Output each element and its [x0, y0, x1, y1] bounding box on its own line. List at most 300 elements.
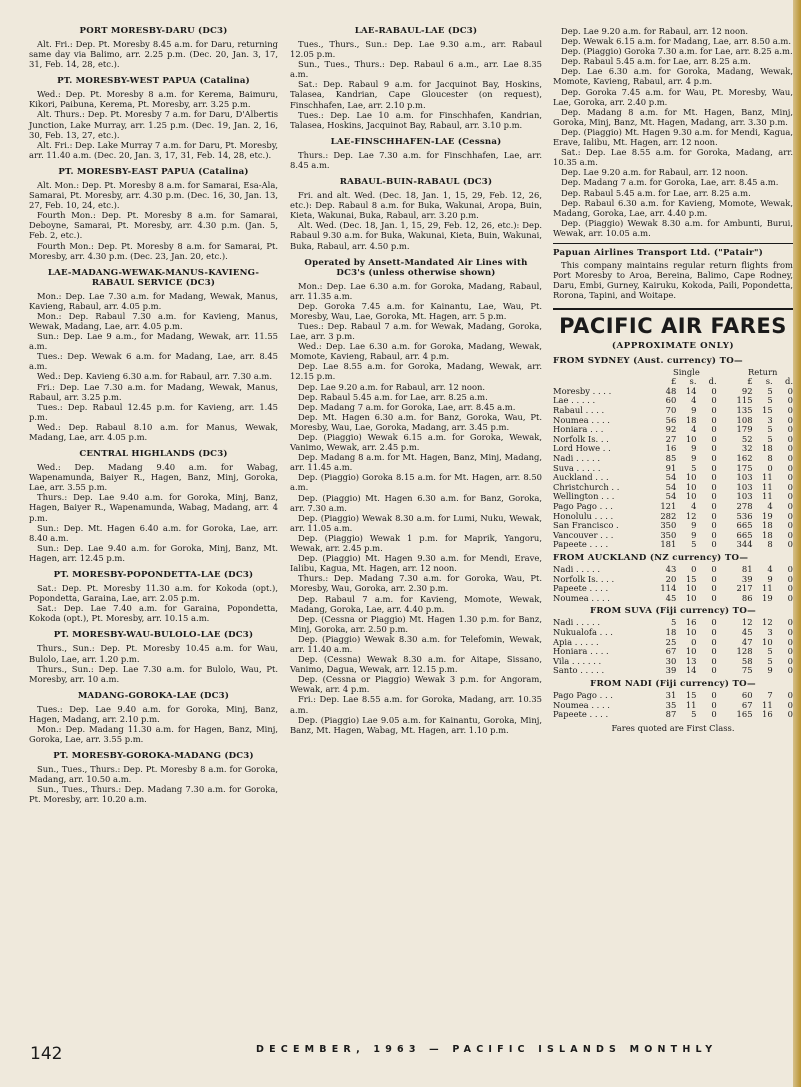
spacer-cell	[717, 454, 733, 464]
timetable-entry: Thurs.: Dep. Lae 9.40 a.m. for Goroka, Minj, Banz, Hagen, Baiyer R., Wapenamunda, Wabag, Madang, arr. 4 p.m.	[29, 492, 278, 523]
currency-unit: d.	[708, 376, 717, 387]
destination: Moresby . . . .	[553, 385, 612, 396]
timetable-entry: Sun., Tues., Thurs.: Dep. Madang 7.30 a.m. for Goroka, Pt. Moresby, arr. 10.20 a.m.	[29, 784, 278, 805]
spacer-cell	[717, 701, 733, 711]
return-fare-part: 16	[762, 709, 773, 720]
timetable-continued	[553, 26, 793, 238]
single-fare-part: 350	[660, 529, 677, 540]
fares-footnote: Fares quoted are First Class.	[611, 722, 735, 733]
single-fare-part: 35	[665, 699, 677, 710]
destination: Wellington . . .	[553, 491, 615, 502]
timetable-entry: Wed.: Dep. Madang 9.40 a.m. for Wabag, Wapenamunda, Baiyer R., Hagen, Banz, Minj, Goroka, Lae, arr. 3.55 p.m.	[29, 462, 278, 493]
single-fare-part: 60	[665, 395, 677, 406]
return-fare-part: 0	[787, 583, 793, 594]
return-fare-part: 108	[736, 414, 753, 425]
return-fare-part: 60	[741, 690, 753, 701]
timetable-entry: Sat.: Dep. Pt. Moresby 11.30 a.m. for Kokoda (opt.), Popondetta, Garaina, Lae, arr. 2.05 p.m.	[29, 583, 278, 604]
timetable-entry: Thurs.: Dep. Madang 7.30 a.m. for Goroka, Wau, Pt. Moresby, Wau, Goroka, arr. 2.30 p.m.	[290, 573, 542, 594]
timetable-entry: Dep. (Piaggio) Lae 9.05 a.m. for Kainantu, Goroka, Minj, Banz, Mt. Hagen, Wabag, Mt. Hagen, arr. 1.10 p.m.	[290, 714, 542, 735]
return-fare-part: 0	[787, 529, 793, 540]
spacer-cell	[717, 628, 733, 638]
single-fare-part: 39	[665, 665, 677, 676]
single-fare-part: 31	[665, 690, 677, 701]
destination: Vancouver . . .	[553, 529, 614, 540]
return-fare-part: 11	[762, 472, 773, 483]
return-header: Return	[747, 366, 778, 377]
single-fare-part: 10	[685, 592, 697, 603]
return-fare-part: 12	[762, 617, 773, 628]
page-number: 142	[30, 1044, 63, 1064]
timetable-entry: Dep. (Piaggio) Mt. Hagen 9.30 a.m. for Mendi, Erave, Ialibu, Kagua, Mt. Hagen, arr. 12 noon.	[290, 553, 542, 574]
destination: Vila . . . . . .	[553, 655, 602, 666]
return-fare-part: 0	[787, 452, 793, 463]
timetable-entry: Dep. Goroka 7.45 a.m. for Wau, Pt. Moresby, Wau, Lae, Goroka, arr. 2.40 p.m.	[553, 86, 793, 107]
timetable-entry: Dep. Madang 8 a.m. for Mt. Hagen, Banz, Minj, Madang, arr. 11.45 a.m.	[290, 452, 542, 473]
single-fare-part: 54	[665, 472, 677, 483]
spacer-cell	[717, 691, 733, 701]
single-fare-part: 0	[711, 405, 717, 415]
single-fare-part: 15	[685, 690, 697, 701]
fares-section-heading: FROM NADI (Fiji currency) TO—	[590, 679, 756, 690]
timetable-entry: Wed.: Dep. Kavieng 6.30 a.m. for Rabaul, arr. 7.30 a.m.	[37, 371, 273, 382]
spacer-cell	[717, 512, 733, 522]
return-fare-part: 11	[762, 481, 773, 492]
single-fare-part: 9	[691, 443, 697, 454]
section-heading: LAE-FINSCHHAFEN-LAE (Cessna)	[330, 136, 502, 147]
return-fare-part: 18	[762, 529, 773, 540]
spacer-cell	[717, 377, 733, 387]
return-fare-part: 536	[736, 510, 753, 521]
timetable-entry: Wed.: Dep. Rabaul 8.10 a.m. for Manus, Wewak, Madang, Lae, arr. 4.05 p.m.	[29, 421, 278, 442]
return-fare-part: 128	[736, 646, 753, 657]
spacer-cell	[717, 594, 733, 604]
destination: San Francisco .	[553, 520, 619, 531]
timetable-entry: Dep. Lae 6.30 a.m. for Goroka, Madang, Wewak, Momote, Kavieng, Rabaul, arr. 4 p.m.	[553, 66, 793, 87]
destination: Nadi . . . . .	[553, 617, 600, 628]
single-fare-part: 10	[685, 491, 697, 502]
single-fare-part: 10	[685, 433, 697, 444]
single-fare-part: 0	[711, 481, 717, 492]
page-edge	[793, 0, 801, 1087]
return-fare-part: 4	[767, 500, 773, 511]
single-fare-part: 0	[711, 655, 717, 666]
return-fare-part: 75	[741, 665, 753, 676]
single-fare-part: 0	[711, 617, 717, 628]
timetable-entry: Fri.: Dep. Lae 7.30 a.m. for Madang, Wewak, Manus, Rabaul, arr. 3.25 p.m.	[29, 381, 278, 402]
single-fare-part: 4	[691, 500, 697, 511]
single-fare-part: 0	[711, 500, 717, 511]
timetable-entry: Dep. Lae 8.55 a.m. for Goroka, Madang, Wewak, arr. 12.15 p.m.	[290, 361, 542, 382]
section-heading: PT. MORESBY-WEST PAPUA (Catalina)	[57, 76, 250, 87]
currency-unit: £	[747, 376, 753, 387]
section-heading: RABAUL-BUIN-RABAUL (DC3)	[339, 177, 493, 188]
single-fare-part: 0	[711, 395, 717, 406]
timetable-entry: Dep. Rabaul 6.30 a.m. for Kavieng, Momote, Wewak, Madang, Goroka, Lae, arr. 4.40 p.m.	[553, 197, 793, 218]
single-fare-part: 13	[685, 655, 697, 666]
single-fare-part: 10	[685, 472, 697, 483]
return-fare-part: 0	[787, 665, 793, 676]
single-fare-part: 27	[665, 433, 677, 444]
spacer-cell	[717, 565, 733, 575]
fares-subtitle: (APPROXIMATE ONLY)	[611, 341, 735, 352]
destination: Papeete . . . .	[553, 539, 609, 550]
destination: Papeete . . . .	[553, 709, 609, 720]
destination: Honolulu . . . .	[553, 510, 614, 521]
return-fare-part: 7	[767, 690, 773, 701]
timetable-entry: Tues.: Dep. Rabaul 7 a.m. for Wewak, Madang, Goroka, Lae, arr. 3 p.m.	[290, 320, 542, 342]
return-fare-part: 115	[736, 395, 753, 406]
return-fare-part: 0	[787, 385, 793, 396]
single-fare-part: 0	[711, 709, 717, 720]
single-fare-part: 70	[665, 405, 677, 415]
single-fare-part: 0	[711, 699, 717, 710]
timetable-entry: Wed.: Dep. Pt. Moresby 8 a.m. for Kerema, Baimuru, Kikori, Paibuna, Kerema, Pt. Moresby, arr. 3.25 p.m.	[29, 89, 278, 110]
single-fare-part: 0	[711, 636, 717, 647]
timetable-entry: Dep. (Piaggio) Wewak 6.15 a.m. for Goroka, Wewak, Vanimo, Wewak, arr. 2.45 p.m.	[290, 432, 542, 453]
timetable-entry: Dep. Lae 9.20 a.m. for Rabaul, arr. 12 noon.	[561, 26, 749, 36]
timetable-entry: Dep. Rabaul 5.45 a.m. for Lae, arr. 8.25 a.m.	[561, 187, 751, 198]
single-fare-part: 14	[685, 385, 697, 396]
section-heading: PORT MORESBY-DARU (DC3)	[79, 26, 228, 36]
timetable-entry: Dep. (Cessna or Piaggio) Wewak 3 p.m. for Angoram, Wewak, arr. 4 p.m.	[290, 674, 542, 695]
spacer-cell	[717, 435, 733, 445]
page-footer	[0, 1036, 801, 1076]
return-fare-part: 162	[736, 452, 753, 463]
spacer-cell	[717, 502, 733, 512]
fare-row	[553, 710, 793, 720]
return-fare-part: 18	[762, 520, 773, 531]
return-fare-part: 3	[767, 627, 773, 638]
destination: Noumea . . . .	[553, 699, 610, 710]
return-fare-part: 45	[741, 627, 753, 638]
single-fare-part: 0	[711, 462, 717, 473]
return-fare-part: 39	[741, 573, 753, 584]
single-fare-part: 0	[711, 424, 717, 435]
return-fare-part: 665	[736, 529, 753, 540]
timetable-entry: Sun.: Dep. Lae 9.40 a.m. for Goroka, Minj, Banz, Mt. Hagen, arr. 12.45 p.m.	[29, 542, 278, 563]
spacer-cell	[717, 540, 733, 550]
return-fare-part: 5	[767, 433, 773, 444]
destination: Papeete . . . .	[553, 583, 609, 594]
return-fare-part: 0	[787, 636, 793, 647]
return-fare-part: 0	[787, 592, 793, 603]
return-fare-part: 92	[741, 385, 753, 396]
single-fare-part: 54	[665, 491, 677, 502]
return-fare-part: 0	[787, 627, 793, 638]
single-fare-part: 43	[665, 564, 677, 574]
single-fare-part: 92	[665, 424, 677, 435]
section-heading: PT. MORESBY-WAU-BULOLO-LAE (DC3)	[53, 630, 254, 641]
single-fare-part: 0	[711, 646, 717, 657]
spacer-cell	[553, 368, 656, 378]
timetable-entry: Mon.: Dep. Madang 11.30 a.m. for Hagen, Banz, Minj, Goroka, Lae, arr. 3.55 p.m.	[29, 723, 278, 745]
running-title: DECEMBER, 1963 — PACIFIC ISLANDS MONTHLY	[256, 1044, 718, 1055]
timetable-entry: Sun.: Dep. Mt. Hagen 6.40 a.m. for Goroka, Lae, arr. 8.40 a.m.	[29, 522, 278, 543]
timetable-entry: Dep. (Piaggio) Wewak 8.30 a.m. for Ambunti, Burui, Wewak, arr. 10.05 a.m.	[553, 217, 793, 238]
single-fare-part: 67	[665, 646, 677, 657]
return-fare-part: 4	[767, 564, 773, 574]
return-fare-part: 0	[787, 433, 793, 444]
spacer-cell	[717, 425, 733, 435]
timetable-entry: Alt. Fri.: Dep. Pt. Moresby 8.45 a.m. for Daru, returning same day via Balimo, arr. 2.25 p.m. (Dec. 20, Jan. 3, 17, 31, Feb. 14, 28, etc.).	[29, 39, 278, 70]
timetable-entry: Alt. Thurs.: Dep. Pt. Moresby 7 a.m. for Daru, D'Albertis Junction, Lake Murray, arr. 1.25 p.m. (Dec. 19, Jan. 2, 16, 30, Feb. 13, 27, etc.).	[29, 109, 278, 140]
single-fare-part: 9	[691, 452, 697, 463]
destination: Christchurch . .	[553, 481, 620, 492]
spacer-cell	[717, 396, 733, 406]
spacer-cell	[717, 531, 733, 541]
return-fare-part: 135	[736, 405, 753, 415]
single-fare-part: 0	[691, 564, 697, 574]
spacer-cell	[717, 368, 733, 378]
fare-row	[553, 594, 793, 604]
currency-unit: d.	[784, 376, 793, 387]
single-fare-part: 0	[691, 636, 697, 647]
return-fare-part: 179	[736, 424, 753, 435]
single-fare-part: 15	[685, 573, 697, 584]
destination: Pago Pago . . .	[553, 500, 613, 511]
single-fare-part: 30	[665, 655, 677, 666]
fares-section-heading: FROM AUCKLAND (NZ currency) TO—	[553, 552, 749, 563]
single-fare-part: 87	[665, 709, 677, 720]
destination: Honiara . . .	[553, 424, 604, 435]
return-fare-part: 103	[736, 481, 753, 492]
single-header: Single	[673, 366, 700, 377]
spacer-cell	[717, 584, 733, 594]
timetable-entry: Dep. (Piaggio) Mt. Hagen 9.30 a.m. for Mendi, Kagua, Erave, Ialibu, Mt. Hagen, arr. 12 noon.	[553, 126, 793, 148]
spacer-cell	[717, 492, 733, 502]
timetable-entry: Tues.: Dep. Rabaul 12.45 p.m. for Kavieng, arr. 1.45 p.m.	[29, 401, 278, 422]
single-fare-part: 5	[671, 617, 677, 628]
return-fare-part: 12	[741, 617, 753, 628]
return-fare-part: 11	[762, 583, 773, 594]
single-fare-part: 4	[691, 395, 697, 406]
fares-table	[553, 618, 793, 676]
section-rule	[553, 243, 793, 244]
timetable-entry: Alt. Fri.: Dep. Lake Murray 7 a.m. for Daru, Pt. Moresby, arr. 11.40 a.m. (Dec. 20, Jan. 3, 17, 31, Feb. 14, 28, etc.).	[29, 139, 279, 160]
single-fare-part: 0	[711, 690, 717, 701]
destination: Norfolk Is. . .	[553, 433, 609, 444]
single-fare-part: 0	[711, 443, 717, 454]
return-fare-part: 18	[762, 443, 773, 454]
return-fare-part: 278	[736, 500, 753, 511]
single-fare-part: 16	[685, 617, 697, 628]
timetable-entry: Sat.: Dep. Rabaul 9 a.m. for Jacquinot Bay, Hoskins, Talasea, Kandrian, Cape Gloucester (on request), Finschhafen, Lae, arr. 2.10 p.m.	[290, 79, 542, 110]
single-fare-part: 18	[665, 627, 677, 638]
timetable-entry: Mon.: Dep. Lae 7.30 a.m. for Madang, Wewak, Manus, Kavieng, Rabaul, arr. 4.05 p.m.	[29, 290, 278, 311]
fares-table	[553, 691, 793, 720]
timetable-entry: Dep. Rabaul 5.45 a.m. for Lae, arr. 8.25 a.m.	[298, 391, 488, 402]
timetable-entry: Fri. and alt. Wed. (Dec. 18, Jan. 1, 15, 29, Feb. 12, 26, etc.): Dep. Rabaul 8 a.m. for Buka, Wakunai, Aropa, Buin, Kieta, Wakunai, Buka, Rabaul, arr. 3.20 p.m.	[290, 190, 542, 221]
timetable-entry: Alt. Mon.: Dep. Pt. Moresby 8 a.m. for Samarai, Esa-Ala, Samarai, Pt. Moresby, arr. 4.30 p.m. (Dec. 16, 30, Jan. 13, 27, Feb. 10, 24, etc.).	[29, 179, 278, 211]
timetable-entry: Fri.: Dep. Lae 8.55 a.m. for Goroka, Madang, arr. 10.35 a.m.	[290, 694, 542, 715]
single-fare-part: 0	[711, 539, 717, 550]
single-fare-part: 14	[685, 665, 697, 676]
return-fare-part: 0	[787, 646, 793, 657]
destination: Honiara . . . .	[553, 646, 609, 657]
return-fare-part: 67	[741, 699, 753, 710]
single-fare-part: 114	[660, 583, 677, 594]
spacer-cell	[717, 618, 733, 628]
single-fare-part: 0	[711, 665, 717, 676]
return-fare-part: 3	[767, 414, 773, 425]
return-fare-part: 86	[741, 592, 753, 603]
return-fare-part: 103	[736, 491, 753, 502]
return-fare-part: 11	[762, 699, 773, 710]
section-heading: PT. MORESBY-GOROKA-MADANG (DC3)	[53, 751, 254, 762]
return-fare-part: 217	[736, 583, 753, 594]
timetable-entry: Tues.: Dep. Lae 10 a.m. for Finschhafen, Kandrian, Talasea, Hoskins, Jacquinot Bay, Rabaul, arr. 3.10 p.m.	[290, 109, 542, 130]
single-fare-part: 0	[711, 433, 717, 444]
section-heading: LAE-RABAUL-LAE (DC3)	[354, 26, 478, 36]
timetable-entry: Dep. Rabaul 7 a.m. for Kavieng, Momote, Wewak, Madang, Goroka, Lae, arr. 4.40 p.m.	[290, 593, 542, 614]
destination: Nadi . . . . .	[553, 564, 600, 574]
spacer-cell	[717, 638, 733, 648]
timetable-entry: Dep. (Piaggio) Wewak 8.30 a.m. for Telefomin, Wewak, arr. 11.40 a.m.	[290, 633, 542, 654]
single-fare-part: 85	[665, 452, 677, 463]
single-fare-part: 181	[660, 539, 677, 550]
spacer-cell	[717, 473, 733, 483]
return-fare-part: 0	[787, 690, 793, 701]
return-fare-part: 11	[762, 491, 773, 502]
section-heading: PT. MORESBY-POPONDETTA-LAE (DC3)	[53, 570, 254, 581]
fares-section-heading: FROM SYDNEY (Aust. currency) TO—	[553, 355, 743, 366]
timetable-entry: Alt. Wed. (Dec. 18, Jan. 1, 15, 29, Feb. 12, 26, etc.): Dep. Rabaul 9.30 a.m. for Buka, Wakunai, Kieta, Buin, Wakunai, Buka, Rabaul, arr. 4.50 p.m.	[290, 220, 542, 251]
timetable-entry: Dep. Mt. Hagen 6.30 a.m. for Banz, Goroka, Wau, Pt. Moresby, Wau, Lae, Goroka, Madang, arr. 3.45 p.m.	[290, 411, 542, 432]
timetable-entry: Dep. Madang 8 a.m. for Mt. Hagen, Banz, Minj, Goroka, Minj, Banz, Mt. Hagen, Madang, arr. 3.30 p.m.	[553, 106, 793, 127]
return-fare-part: 52	[741, 433, 753, 444]
return-fare-part: 103	[736, 472, 753, 483]
return-fare-part: 0	[767, 462, 773, 473]
spacer-cell	[717, 575, 733, 585]
return-fare-part: 15	[762, 405, 773, 415]
single-fare-part: 9	[691, 529, 697, 540]
single-fare-part: 10	[685, 583, 697, 594]
spacer-cell	[717, 464, 733, 474]
timetable-entry: Dep. (Cessna or Piaggio) Mt. Hagen 1.30 p.m. for Banz, Minj, Goroka, arr. 2.50 p.m.	[290, 613, 542, 634]
timetable-entry: Mon.: Dep. Rabaul 7.30 a.m. for Kavieng, Manus, Wewak, Madang, Lae, arr. 4.05 p.m.	[29, 310, 278, 331]
timetable-entry: Dep. Goroka 7.45 a.m. for Kainantu, Lae, Wau, Pt. Moresby, Wau, Lae, Goroka, Mt. Hagen, arr. 5 p.m.	[290, 300, 542, 321]
destination: Noumea . . . .	[553, 592, 610, 603]
timetable-entry: Fourth Mon.: Dep. Pt. Moresby 8 a.m. for Samarai, Pt. Moresby, arr. 4.30 p.m. (Dec. 23, Jan. 20, etc.).	[29, 240, 278, 261]
single-fare-part: 0	[711, 385, 717, 396]
return-fare-part: 0	[787, 395, 793, 406]
timetable-entry: Sun., Tues., Thurs.: Dep. Rabaul 6 a.m., arr. Lae 8.35 a.m.	[290, 59, 542, 80]
return-fare-part: 5	[767, 395, 773, 406]
papuan-text: This company maintains regular return flights from Port Moresby to Aroa, Bereina, Balimo, Cape Rodney, Daru, Embi, Gurney, Kairuku, Kokoda, Paili, Popondetta, Rorona, Tapini, and Woitape.	[553, 260, 793, 301]
timetable-entry: Dep. Wewak 6.15 a.m. for Madang, Lae, arr. 8.50 a.m.	[561, 36, 791, 47]
return-fare-part: 0	[787, 424, 793, 435]
destination: Nukualofa . . .	[553, 627, 613, 638]
return-fare-part: 0	[787, 617, 793, 628]
single-fare-part: 9	[691, 520, 697, 531]
currency-unit: s.	[689, 376, 697, 387]
destination: Pago Pago . . .	[553, 690, 613, 701]
single-fare-part: 25	[665, 636, 677, 647]
column-1	[29, 26, 278, 805]
single-fare-part: 9	[691, 405, 697, 415]
return-fare-part: 0	[787, 699, 793, 710]
timetable-entry: Thurs., Sun.: Dep. Pt. Moresby 10.45 a.m. for Wau, Bulolo, Lae, arr. 1.20 p.m.	[29, 643, 278, 664]
fares-rule	[553, 308, 793, 310]
timetable-entry: Sun.: Dep. Lae 9 a.m., for Madang, Wewak, arr. 11.55 a.m.	[29, 331, 278, 352]
currency-unit: £	[671, 376, 677, 387]
spacer-cell	[717, 483, 733, 493]
return-fare-part: 0	[787, 472, 793, 483]
spacer-cell	[717, 416, 733, 426]
return-fare-part: 0	[787, 564, 793, 574]
single-fare-part: 12	[685, 510, 697, 521]
timetable-entry: Tues., Thurs., Sun.: Dep. Lae 9.30 a.m., arr. Rabaul 12.05 p.m.	[290, 39, 542, 60]
timetable-entry: Tues.: Dep. Wewak 6 a.m. for Madang, Lae, arr. 8.45 a.m.	[29, 351, 278, 372]
return-fare-part: 19	[762, 510, 773, 521]
return-fare-part: 0	[787, 709, 793, 720]
destination: Apia . . . . .	[553, 636, 599, 647]
column-3	[553, 26, 793, 733]
return-fare-part: 5	[767, 385, 773, 396]
timetable-entry: Dep. (Cessna) Wewak 8.30 a.m. for Aitape, Sissano, Vanimo, Dagua, Wewak, arr. 12.15 p.m.	[290, 654, 542, 675]
return-fare-part: 0	[787, 443, 793, 454]
return-fare-part: 0	[787, 462, 793, 473]
timetable-entry: Dep. Lae 9.20 a.m. for Rabaul, arr. 12 noon.	[298, 381, 486, 392]
timetable-entry: Dep. Lae 9.20 a.m. for Rabaul, arr. 12 noon.	[561, 167, 749, 178]
fares-section-heading: FROM SUVA (Fiji currency) TO—	[589, 606, 757, 617]
timetable-entry: Sat.: Dep. Lae 8.55 a.m. for Goroka, Madang, arr. 10.35 a.m.	[553, 147, 793, 168]
single-fare-part: 0	[711, 573, 717, 584]
spacer-cell	[717, 647, 733, 657]
timetable-entry: Wed.: Dep. Lae 6.30 a.m. for Goroka, Madang, Wewak, Momote, Kavieng, Rabaul, arr. 4 p.m.	[290, 341, 542, 362]
single-fare-part: 56	[665, 414, 677, 425]
single-fare-part: 4	[691, 424, 697, 435]
destination: Nadi . . . . .	[553, 452, 600, 463]
single-fare-part: 5	[691, 462, 697, 473]
timetable-entry: Sat.: Dep. Lae 7.40 a.m. for Garaina, Popondetta, Kokoda (opt.), Pt. Moresby, arr. 10.15 a.m.	[29, 603, 278, 624]
timetable-entry: Sun., Tues., Thurs.: Dep. Pt. Moresby 8 a.m. for Goroka, Madang, arr. 10.50 a.m.	[29, 764, 278, 785]
timetable-entry: Thurs., Sun.: Dep. Lae 7.30 a.m. for Bulolo, Wau, Pt. Moresby, arr. 10 a.m.	[29, 663, 278, 684]
destination: Lae . . . . .	[553, 395, 596, 406]
papuan-heading: Papuan Airlines Transport Ltd. ("Patair")	[553, 247, 764, 258]
timetable-entry: Thurs.: Dep. Lae 7.30 a.m. for Finschhafen, Lae, arr. 8.45 a.m.	[290, 149, 542, 170]
currency-unit: s.	[765, 376, 773, 387]
return-fare-part: 0	[787, 414, 793, 425]
single-fare-part: 0	[711, 520, 717, 531]
return-fare-part: 0	[787, 405, 793, 415]
return-fare-part: 32	[741, 443, 753, 454]
return-fare-part: 10	[762, 636, 773, 647]
destination: Rabaul . . . .	[553, 405, 605, 415]
fares-table	[553, 368, 793, 550]
single-fare-part: 0	[711, 592, 717, 603]
single-fare-part: 0	[711, 414, 717, 425]
timetable-entry: Mon.: Dep. Lae 6.30 a.m. for Goroka, Madang, Rabaul, arr. 11.35 a.m.	[290, 280, 542, 301]
return-fare-part: 8	[767, 539, 773, 550]
return-fare-part: 5	[767, 646, 773, 657]
section-heading: PT. MORESBY-EAST PAPUA (Catalina)	[58, 166, 249, 177]
return-fare-part: 0	[787, 573, 793, 584]
single-fare-part: 121	[660, 500, 677, 511]
single-fare-part: 10	[685, 481, 697, 492]
spacer-cell	[717, 406, 733, 416]
spacer-cell	[717, 444, 733, 454]
section-heading: Operated by Ansett-Mandated Air Lines with DC3's (unless otherwise shown)	[304, 257, 528, 278]
spacer-cell	[717, 657, 733, 667]
return-fare-part: 58	[741, 655, 753, 666]
single-fare-part: 5	[691, 539, 697, 550]
timetable-entry: Dep. (Piaggio) Wewak 8.30 a.m. for Lumi, Nuku, Wewak, arr. 11.05 a.m.	[290, 512, 542, 533]
fares-table	[553, 565, 793, 603]
return-fare-part: 0	[787, 481, 793, 492]
single-fare-part: 18	[685, 414, 697, 425]
destination: Santo . . . . .	[553, 665, 605, 676]
